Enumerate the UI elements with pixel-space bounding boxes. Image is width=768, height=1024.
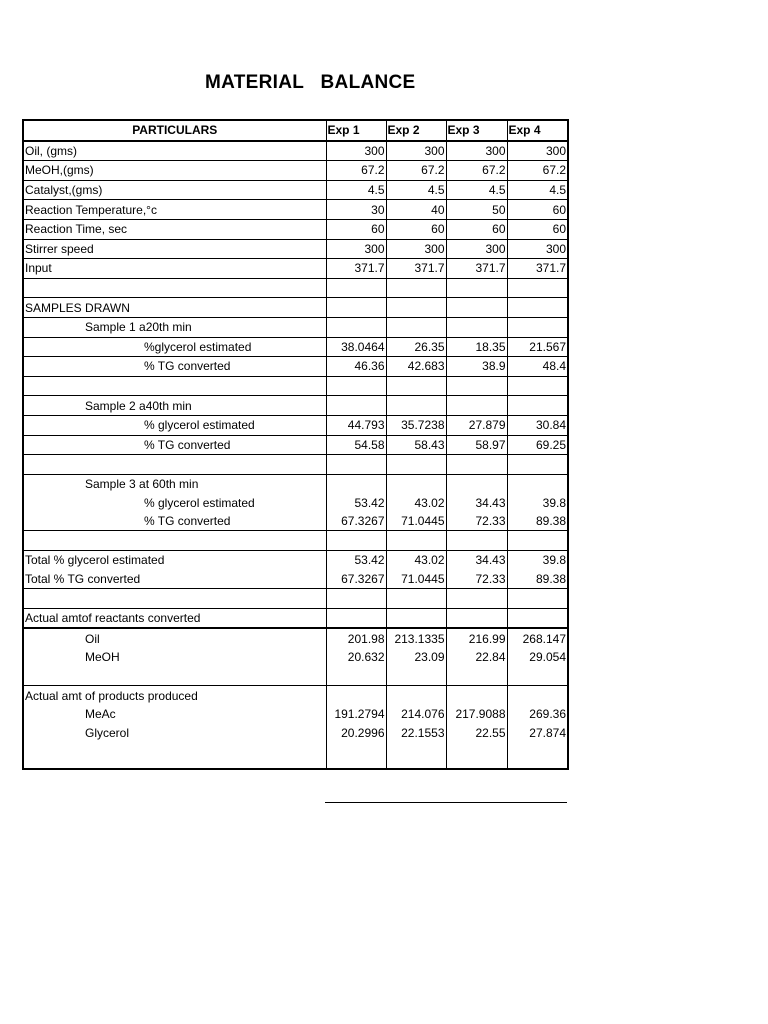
row-label bbox=[23, 531, 326, 551]
cell-exp-4: 4.5 bbox=[507, 180, 568, 200]
cell-exp-1: 53.42 bbox=[326, 493, 386, 512]
table-row bbox=[23, 141, 568, 161]
table-row bbox=[23, 376, 568, 396]
cell-exp-3 bbox=[446, 742, 507, 769]
cell-exp-1: 67.3267 bbox=[326, 512, 386, 531]
cell-exp-4: 21.567 bbox=[507, 337, 568, 357]
cell-exp-1: 371.7 bbox=[326, 259, 386, 279]
cell-exp-2: 213.1335 bbox=[386, 628, 446, 648]
cell-exp-3 bbox=[446, 396, 507, 416]
row-label: Input bbox=[23, 259, 326, 279]
col-header-exp-1: Exp 1 bbox=[326, 120, 386, 141]
cell-exp-2: 67.2 bbox=[386, 161, 446, 181]
cell-exp-1: 20.632 bbox=[326, 648, 386, 667]
cell-exp-2 bbox=[386, 667, 446, 686]
cell-exp-2: 371.7 bbox=[386, 259, 446, 279]
table-row bbox=[23, 396, 568, 416]
cell-exp-1 bbox=[326, 608, 386, 628]
cell-exp-1 bbox=[326, 474, 386, 493]
table-row bbox=[23, 161, 568, 181]
cell-exp-2 bbox=[386, 742, 446, 769]
cell-exp-2 bbox=[386, 396, 446, 416]
cell-exp-3: 216.99 bbox=[446, 628, 507, 648]
cell-exp-3 bbox=[446, 686, 507, 705]
cell-exp-3 bbox=[446, 455, 507, 475]
cell-exp-4: 89.38 bbox=[507, 512, 568, 531]
table-row bbox=[23, 200, 568, 220]
cell-exp-1 bbox=[326, 317, 386, 337]
cell-exp-1 bbox=[326, 589, 386, 609]
cell-exp-2 bbox=[386, 608, 446, 628]
table-row bbox=[23, 357, 568, 377]
cell-exp-1 bbox=[326, 686, 386, 705]
material-balance-table bbox=[22, 119, 569, 770]
cell-exp-3: 38.9 bbox=[446, 357, 507, 377]
cell-exp-1: 4.5 bbox=[326, 180, 386, 200]
cell-exp-1: 60 bbox=[326, 219, 386, 239]
cell-exp-4 bbox=[507, 396, 568, 416]
table-row bbox=[23, 278, 568, 298]
row-label bbox=[23, 667, 326, 686]
cell-exp-4 bbox=[507, 317, 568, 337]
table-row bbox=[23, 723, 568, 742]
row-label bbox=[23, 376, 326, 396]
row-label: Oil, (gms) bbox=[23, 141, 326, 161]
col-header-particulars: PARTICULARS bbox=[23, 120, 326, 141]
cell-exp-2: 43.02 bbox=[386, 493, 446, 512]
cell-exp-2 bbox=[386, 474, 446, 493]
cell-exp-4 bbox=[507, 455, 568, 475]
row-label bbox=[23, 589, 326, 609]
table-row bbox=[23, 512, 568, 531]
cell-exp-2 bbox=[386, 376, 446, 396]
cell-exp-4 bbox=[507, 589, 568, 609]
cell-exp-2: 60 bbox=[386, 219, 446, 239]
table-row bbox=[23, 551, 568, 570]
cell-exp-3: 4.5 bbox=[446, 180, 507, 200]
cell-exp-3 bbox=[446, 589, 507, 609]
table-row bbox=[23, 493, 568, 512]
table-row bbox=[23, 570, 568, 589]
row-label: Glycerol bbox=[23, 723, 326, 742]
cell-exp-3: 300 bbox=[446, 141, 507, 161]
cell-exp-3: 217.9088 bbox=[446, 705, 507, 724]
row-label: % TG converted bbox=[23, 512, 326, 531]
cell-exp-2: 300 bbox=[386, 141, 446, 161]
cell-exp-2: 40 bbox=[386, 200, 446, 220]
cell-exp-1: 46.36 bbox=[326, 357, 386, 377]
cell-exp-2: 4.5 bbox=[386, 180, 446, 200]
table-row bbox=[23, 608, 568, 628]
cell-exp-4 bbox=[507, 278, 568, 298]
cell-exp-4: 29.054 bbox=[507, 648, 568, 667]
cell-exp-4 bbox=[507, 742, 568, 769]
cell-exp-2: 71.0445 bbox=[386, 512, 446, 531]
row-label bbox=[23, 278, 326, 298]
cell-exp-4: 60 bbox=[507, 219, 568, 239]
cell-exp-3: 34.43 bbox=[446, 551, 507, 570]
cell-exp-4 bbox=[507, 474, 568, 493]
cell-exp-3 bbox=[446, 608, 507, 628]
row-label: Sample 1 a20th min bbox=[23, 317, 326, 337]
cell-exp-4: 371.7 bbox=[507, 259, 568, 279]
row-label: Sample 2 a40th min bbox=[23, 396, 326, 416]
table-row bbox=[23, 259, 568, 279]
cell-exp-4: 39.8 bbox=[507, 551, 568, 570]
row-label: % TG converted bbox=[23, 357, 326, 377]
cell-exp-3: 58.97 bbox=[446, 435, 507, 455]
cell-exp-1: 53.42 bbox=[326, 551, 386, 570]
row-label: Catalyst,(gms) bbox=[23, 180, 326, 200]
table-row bbox=[23, 705, 568, 724]
cell-exp-4: 48.4 bbox=[507, 357, 568, 377]
cell-exp-4 bbox=[507, 298, 568, 318]
cell-exp-1: 54.58 bbox=[326, 435, 386, 455]
cell-exp-1 bbox=[326, 396, 386, 416]
cell-exp-1 bbox=[326, 298, 386, 318]
table-row bbox=[23, 415, 568, 435]
cell-exp-1: 30 bbox=[326, 200, 386, 220]
cell-exp-4: 300 bbox=[507, 239, 568, 259]
table-row bbox=[23, 219, 568, 239]
table-row bbox=[23, 298, 568, 318]
cell-exp-1: 191.2794 bbox=[326, 705, 386, 724]
cell-exp-1: 44.793 bbox=[326, 415, 386, 435]
cell-exp-4: 268.147 bbox=[507, 628, 568, 648]
cell-exp-2: 300 bbox=[386, 239, 446, 259]
cell-exp-3: 72.33 bbox=[446, 512, 507, 531]
cell-exp-4: 89.38 bbox=[507, 570, 568, 589]
cell-exp-4 bbox=[507, 376, 568, 396]
row-label: Stirrer speed bbox=[23, 239, 326, 259]
table-row bbox=[23, 435, 568, 455]
cell-exp-1: 201.98 bbox=[326, 628, 386, 648]
cell-exp-2 bbox=[386, 278, 446, 298]
cell-exp-4 bbox=[507, 531, 568, 551]
cell-exp-1: 67.2 bbox=[326, 161, 386, 181]
cell-exp-4: 69.25 bbox=[507, 435, 568, 455]
row-label: Actual amtof reactants converted bbox=[23, 608, 326, 628]
cell-exp-4: 300 bbox=[507, 141, 568, 161]
cell-exp-2: 214.076 bbox=[386, 705, 446, 724]
row-label: MeOH bbox=[23, 648, 326, 667]
cell-exp-2 bbox=[386, 589, 446, 609]
row-label: Sample 3 at 60th min bbox=[23, 474, 326, 493]
col-header-exp-4: Exp 4 bbox=[507, 120, 568, 141]
row-label: MeOH,(gms) bbox=[23, 161, 326, 181]
page-title: MATERIAL BALANCE bbox=[205, 72, 416, 93]
cell-exp-1: 20.2996 bbox=[326, 723, 386, 742]
cell-exp-3: 72.33 bbox=[446, 570, 507, 589]
table-row bbox=[23, 180, 568, 200]
cell-exp-3: 50 bbox=[446, 200, 507, 220]
row-label bbox=[23, 742, 326, 769]
table-row bbox=[23, 667, 568, 686]
row-label: Reaction Temperature,°c bbox=[23, 200, 326, 220]
cell-exp-4: 30.84 bbox=[507, 415, 568, 435]
table-row bbox=[23, 239, 568, 259]
row-label: % glycerol estimated bbox=[23, 415, 326, 435]
table-row bbox=[23, 455, 568, 475]
cell-exp-4: 39.8 bbox=[507, 493, 568, 512]
cell-exp-4: 60 bbox=[507, 200, 568, 220]
cell-exp-4: 67.2 bbox=[507, 161, 568, 181]
cell-exp-3: 27.879 bbox=[446, 415, 507, 435]
cell-exp-3 bbox=[446, 531, 507, 551]
table-row bbox=[23, 742, 568, 769]
cell-exp-2: 22.1553 bbox=[386, 723, 446, 742]
row-label: Total % TG converted bbox=[23, 570, 326, 589]
cell-exp-2 bbox=[386, 317, 446, 337]
cell-exp-2 bbox=[386, 686, 446, 705]
table-row bbox=[23, 317, 568, 337]
cell-exp-2: 35.7238 bbox=[386, 415, 446, 435]
row-label: Oil bbox=[23, 628, 326, 648]
table-row bbox=[23, 531, 568, 551]
cell-exp-1 bbox=[326, 667, 386, 686]
cell-exp-3: 300 bbox=[446, 239, 507, 259]
col-header-exp-2: Exp 2 bbox=[386, 120, 446, 141]
cell-exp-3: 22.55 bbox=[446, 723, 507, 742]
cell-exp-3: 371.7 bbox=[446, 259, 507, 279]
cell-exp-2: 42.683 bbox=[386, 357, 446, 377]
cell-exp-1 bbox=[326, 455, 386, 475]
cell-exp-3: 34.43 bbox=[446, 493, 507, 512]
cell-exp-2: 71.0445 bbox=[386, 570, 446, 589]
cell-exp-1 bbox=[326, 531, 386, 551]
cell-exp-4 bbox=[507, 686, 568, 705]
cell-exp-2 bbox=[386, 455, 446, 475]
row-label: Actual amt of products produced bbox=[23, 686, 326, 705]
cell-exp-3 bbox=[446, 278, 507, 298]
table-row bbox=[23, 474, 568, 493]
table-row bbox=[23, 337, 568, 357]
cell-exp-1 bbox=[326, 278, 386, 298]
cell-exp-1: 38.0464 bbox=[326, 337, 386, 357]
cell-exp-2: 26.35 bbox=[386, 337, 446, 357]
row-label: %glycerol estimated bbox=[23, 337, 326, 357]
row-label: Reaction Time, sec bbox=[23, 219, 326, 239]
table-row bbox=[23, 648, 568, 667]
cell-exp-3 bbox=[446, 667, 507, 686]
cell-exp-3 bbox=[446, 474, 507, 493]
cell-exp-4: 269.36 bbox=[507, 705, 568, 724]
cell-exp-2: 43.02 bbox=[386, 551, 446, 570]
cell-exp-1: 67.3267 bbox=[326, 570, 386, 589]
table-row bbox=[23, 686, 568, 705]
table-row bbox=[23, 628, 568, 648]
cell-exp-2 bbox=[386, 298, 446, 318]
row-label: % glycerol estimated bbox=[23, 493, 326, 512]
cell-exp-2 bbox=[386, 531, 446, 551]
row-label: SAMPLES DRAWN bbox=[23, 298, 326, 318]
cell-exp-1 bbox=[326, 376, 386, 396]
row-label bbox=[23, 455, 326, 475]
cell-exp-4: 27.874 bbox=[507, 723, 568, 742]
cell-exp-3: 60 bbox=[446, 219, 507, 239]
cell-exp-1: 300 bbox=[326, 141, 386, 161]
cell-exp-2: 23.09 bbox=[386, 648, 446, 667]
cell-exp-3: 18.35 bbox=[446, 337, 507, 357]
row-label: MeAc bbox=[23, 705, 326, 724]
header-row bbox=[23, 120, 568, 141]
cell-exp-4 bbox=[507, 667, 568, 686]
signature-line bbox=[325, 802, 567, 803]
cell-exp-2: 58.43 bbox=[386, 435, 446, 455]
col-header-exp-3: Exp 3 bbox=[446, 120, 507, 141]
cell-exp-3 bbox=[446, 376, 507, 396]
cell-exp-3 bbox=[446, 317, 507, 337]
cell-exp-3: 22.84 bbox=[446, 648, 507, 667]
cell-exp-3: 67.2 bbox=[446, 161, 507, 181]
cell-exp-4 bbox=[507, 608, 568, 628]
table-row bbox=[23, 589, 568, 609]
cell-exp-3 bbox=[446, 298, 507, 318]
row-label: Total % glycerol estimated bbox=[23, 551, 326, 570]
cell-exp-1 bbox=[326, 742, 386, 769]
cell-exp-1: 300 bbox=[326, 239, 386, 259]
row-label: % TG converted bbox=[23, 435, 326, 455]
